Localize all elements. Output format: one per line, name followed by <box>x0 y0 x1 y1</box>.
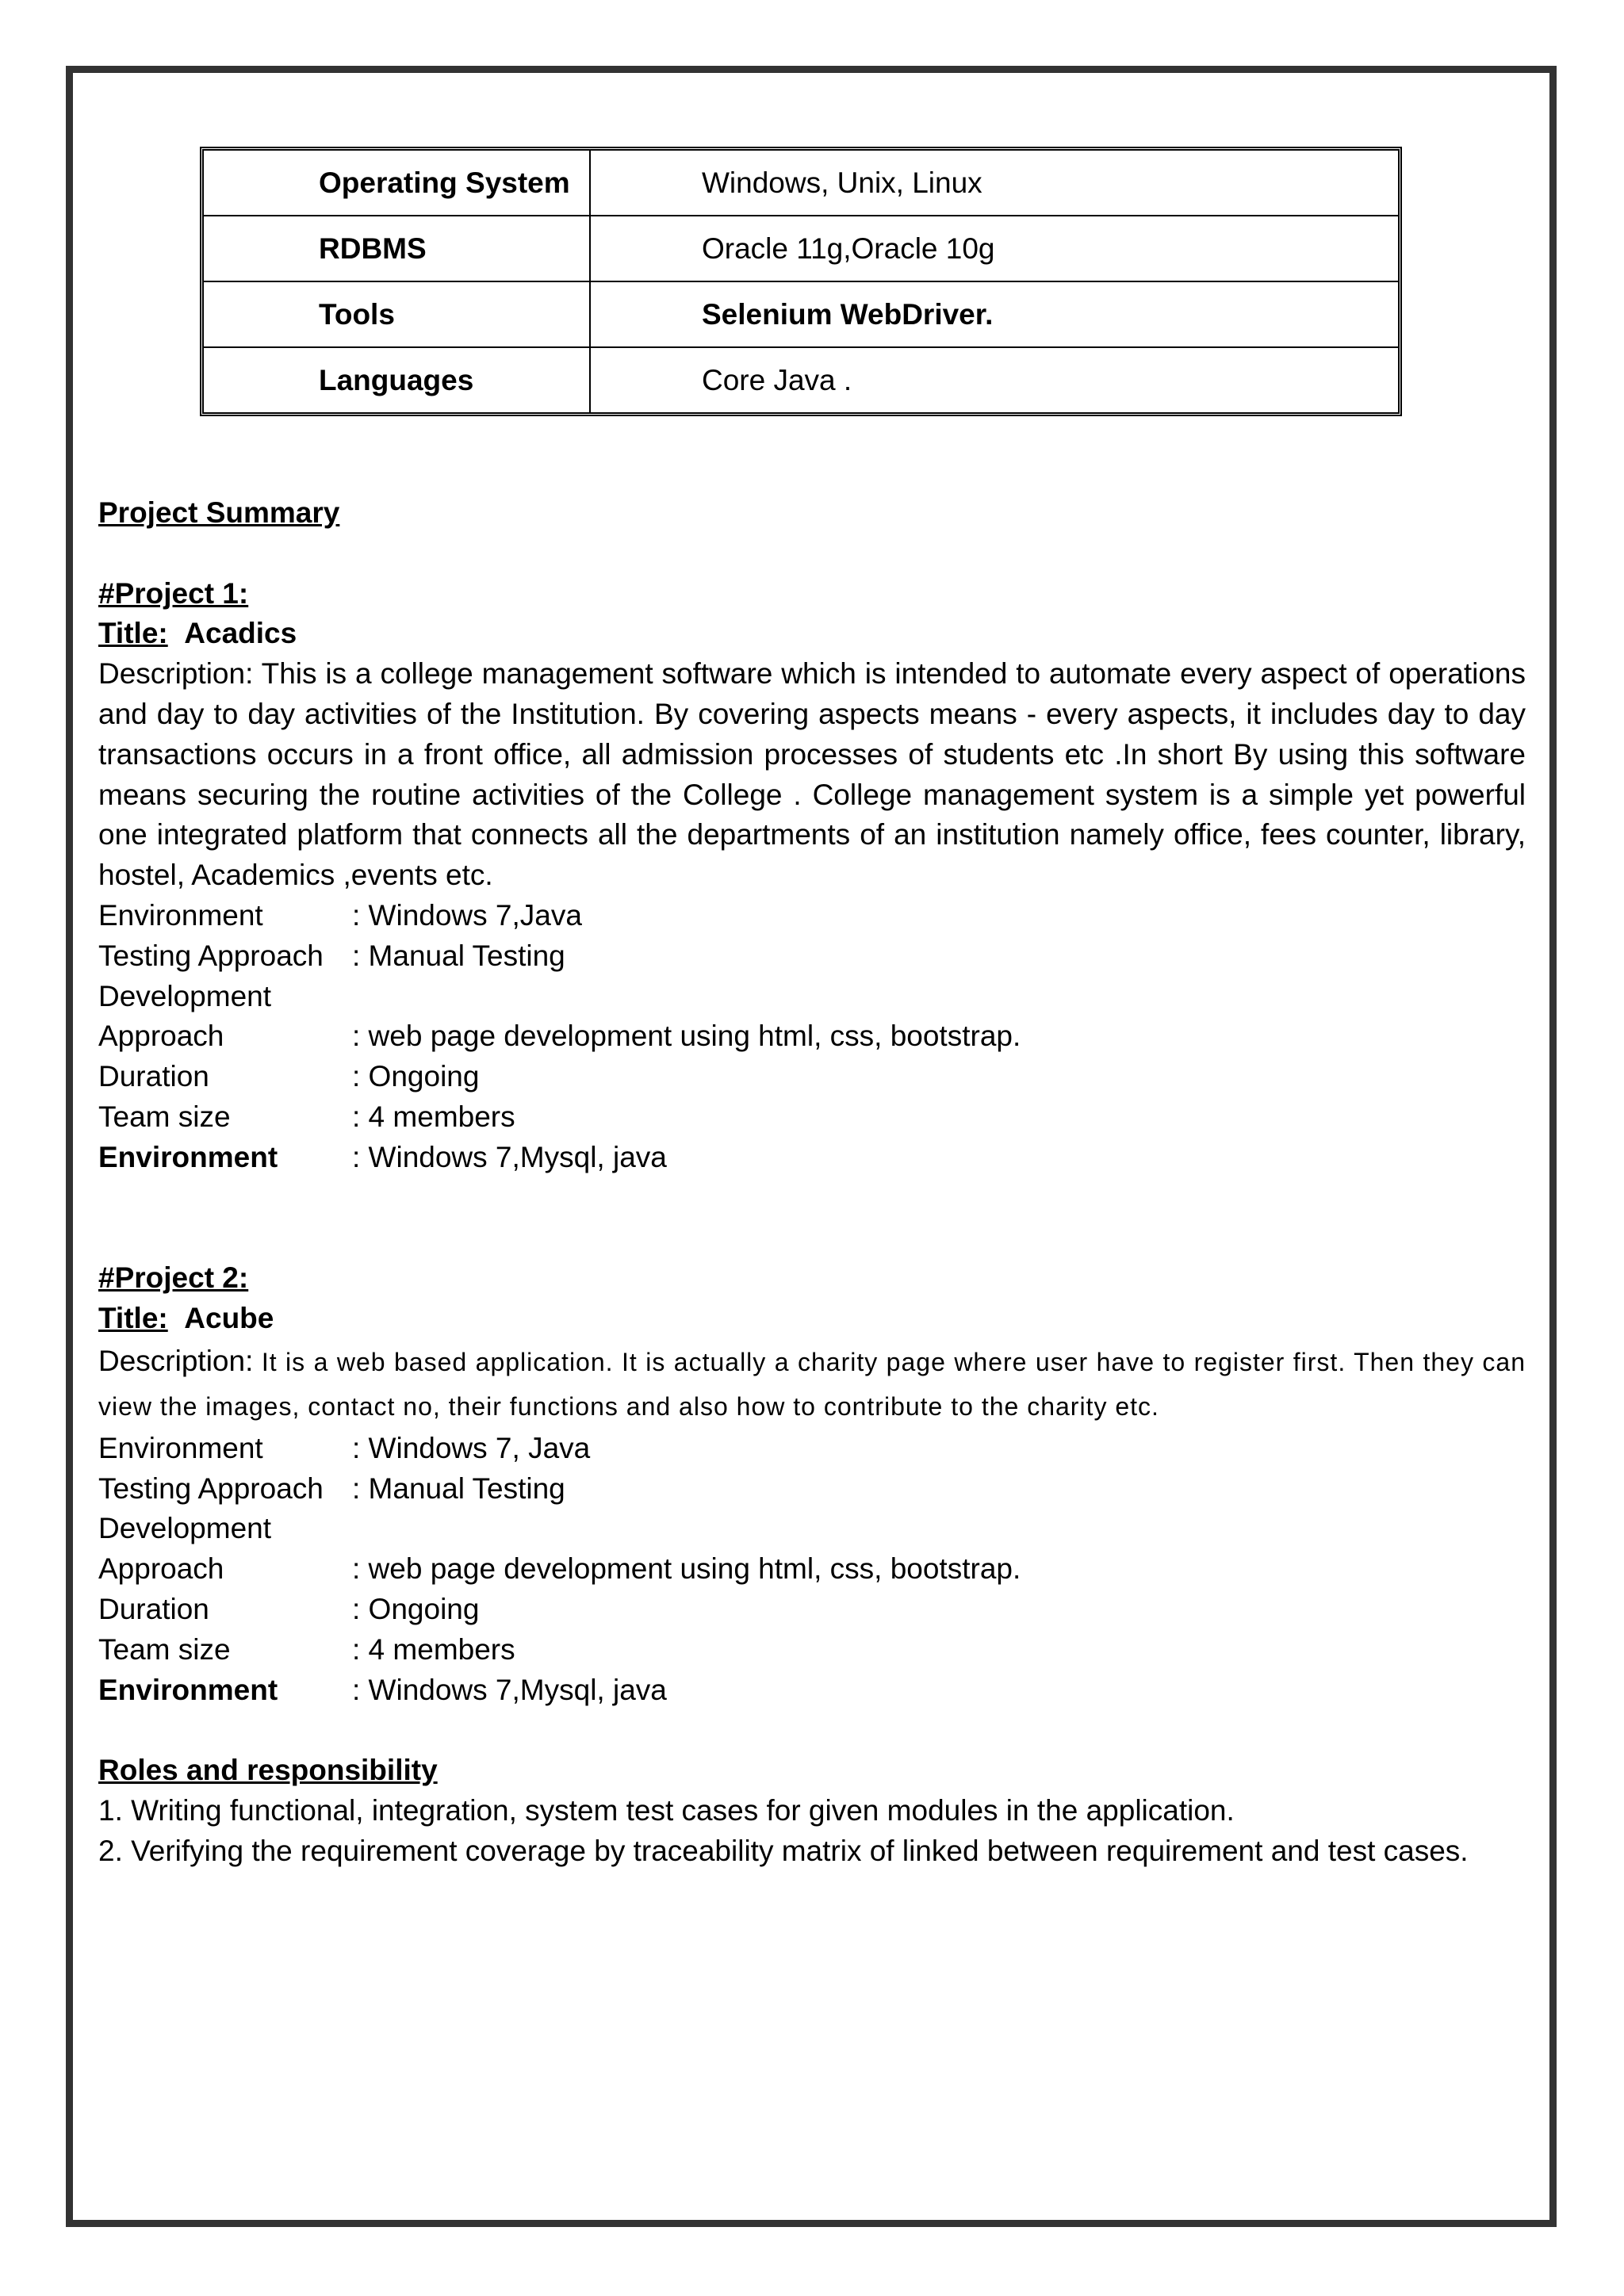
table-row <box>204 151 1398 216</box>
description-text: This is a college management software which is intended to automate every aspect of operations and day to day activities of the Institution. By covering aspects means - every aspects, it includes day to day transactions occurs in a front office, all admission processes of students etc .In short By using this software means securing the routine activities of the College . College management system is a simple yet powerful one integrated platform that connects all the departments of an institution namely office, fees counter, library, hostel, Academics ,events etc. <box>98 657 1526 892</box>
detail-label: Environment <box>98 1140 278 1173</box>
detail-row <box>98 1138 1526 1178</box>
table-row <box>204 282 1398 348</box>
resume-content <box>98 493 1526 1872</box>
skill-label: RDBMS <box>204 216 591 282</box>
skill-value: Windows, Unix, Linux <box>591 151 1398 216</box>
skill-label: Operating System <box>204 151 591 216</box>
detail-label: Testing Approach <box>98 1471 324 1505</box>
title-value: Acadics <box>184 617 297 650</box>
detail-value: : Ongoing <box>352 1060 480 1093</box>
detail-label: Environment <box>98 1673 278 1706</box>
project-heading: #Project 2: <box>98 1261 249 1295</box>
detail-label: Environment <box>98 898 263 932</box>
title-value: Acube <box>184 1301 274 1334</box>
table-row <box>204 348 1398 412</box>
detail-label: Team size <box>98 1100 231 1133</box>
project-2 <box>98 1258 1526 1710</box>
detail-label: Duration <box>98 1060 209 1093</box>
project-title <box>98 614 1526 654</box>
detail-row <box>98 1429 1526 1469</box>
title-label: Title: <box>98 617 168 650</box>
detail-label: Duration <box>98 1592 209 1625</box>
skill-value: Core Java . <box>702 363 852 396</box>
detail-row <box>98 1590 1526 1630</box>
project-title <box>98 1299 1526 1339</box>
detail-value: : Windows 7,Java <box>352 898 582 932</box>
skill-value: Selenium WebDriver. <box>591 282 1398 348</box>
detail-label: Team size <box>98 1632 231 1666</box>
detail-row <box>98 1469 1526 1510</box>
detail-value: : Windows 7,Mysql, java <box>352 1673 667 1706</box>
description-label: Description: <box>98 1344 254 1377</box>
detail-row <box>98 1509 1526 1549</box>
detail-value: : web page development using html, css, bootstrap. <box>352 1552 1021 1586</box>
detail-row <box>98 936 1526 977</box>
project-1 <box>98 574 1526 1178</box>
skills-table <box>200 147 1402 416</box>
description-label: Description: <box>98 657 254 691</box>
detail-value: : Ongoing <box>352 1592 480 1625</box>
detail-value: : Windows 7,Mysql, java <box>352 1140 667 1173</box>
detail-row <box>98 977 1526 1017</box>
skill-value: Oracle 11g,Oracle 10g <box>591 216 1398 282</box>
detail-label: Environment <box>98 1431 263 1464</box>
detail-row <box>98 896 1526 936</box>
title-label: Title: <box>98 1301 168 1334</box>
description-text: It is a web based application. It is actually a charity page where user have to register first. Then they can view the images, contact no, their functions and also how to contribute to the charity etc. <box>98 1347 1526 1421</box>
detail-row <box>98 1549 1526 1590</box>
roles-item: 1. Writing functional, integration, system test cases for given modules in the application. <box>98 1793 1235 1827</box>
detail-row <box>98 1097 1526 1138</box>
roles-item: 2. Verifying the requirement coverage by traceability matrix of linked between requirement and test cases. <box>98 1834 1469 1867</box>
detail-row <box>98 1057 1526 1097</box>
detail-value: : 4 members <box>352 1632 515 1666</box>
detail-label: Approach <box>98 1552 224 1586</box>
detail-value: : Manual Testing <box>352 939 565 972</box>
detail-value: : web page development using html, css, bootstrap. <box>352 1020 1021 1053</box>
skill-label: Tools <box>204 282 591 348</box>
detail-value: : Windows 7, Java <box>352 1431 591 1464</box>
detail-label: Approach <box>98 1020 224 1053</box>
detail-row <box>98 1670 1526 1711</box>
table-row <box>204 216 1398 282</box>
roles-heading: Roles and responsibility <box>98 1754 438 1787</box>
project-summary-heading: Project Summary <box>98 496 340 529</box>
detail-label: Development <box>98 1512 272 1545</box>
detail-value: : Manual Testing <box>352 1471 565 1505</box>
project-heading: #Project 1: <box>98 576 249 610</box>
project-description <box>98 1339 1526 1429</box>
project-description <box>98 654 1526 896</box>
skill-label: Languages <box>204 348 591 412</box>
detail-label: Testing Approach <box>98 939 324 972</box>
detail-label: Development <box>98 979 272 1012</box>
detail-row <box>98 1630 1526 1670</box>
detail-value: : 4 members <box>352 1100 515 1133</box>
detail-row <box>98 1016 1526 1057</box>
